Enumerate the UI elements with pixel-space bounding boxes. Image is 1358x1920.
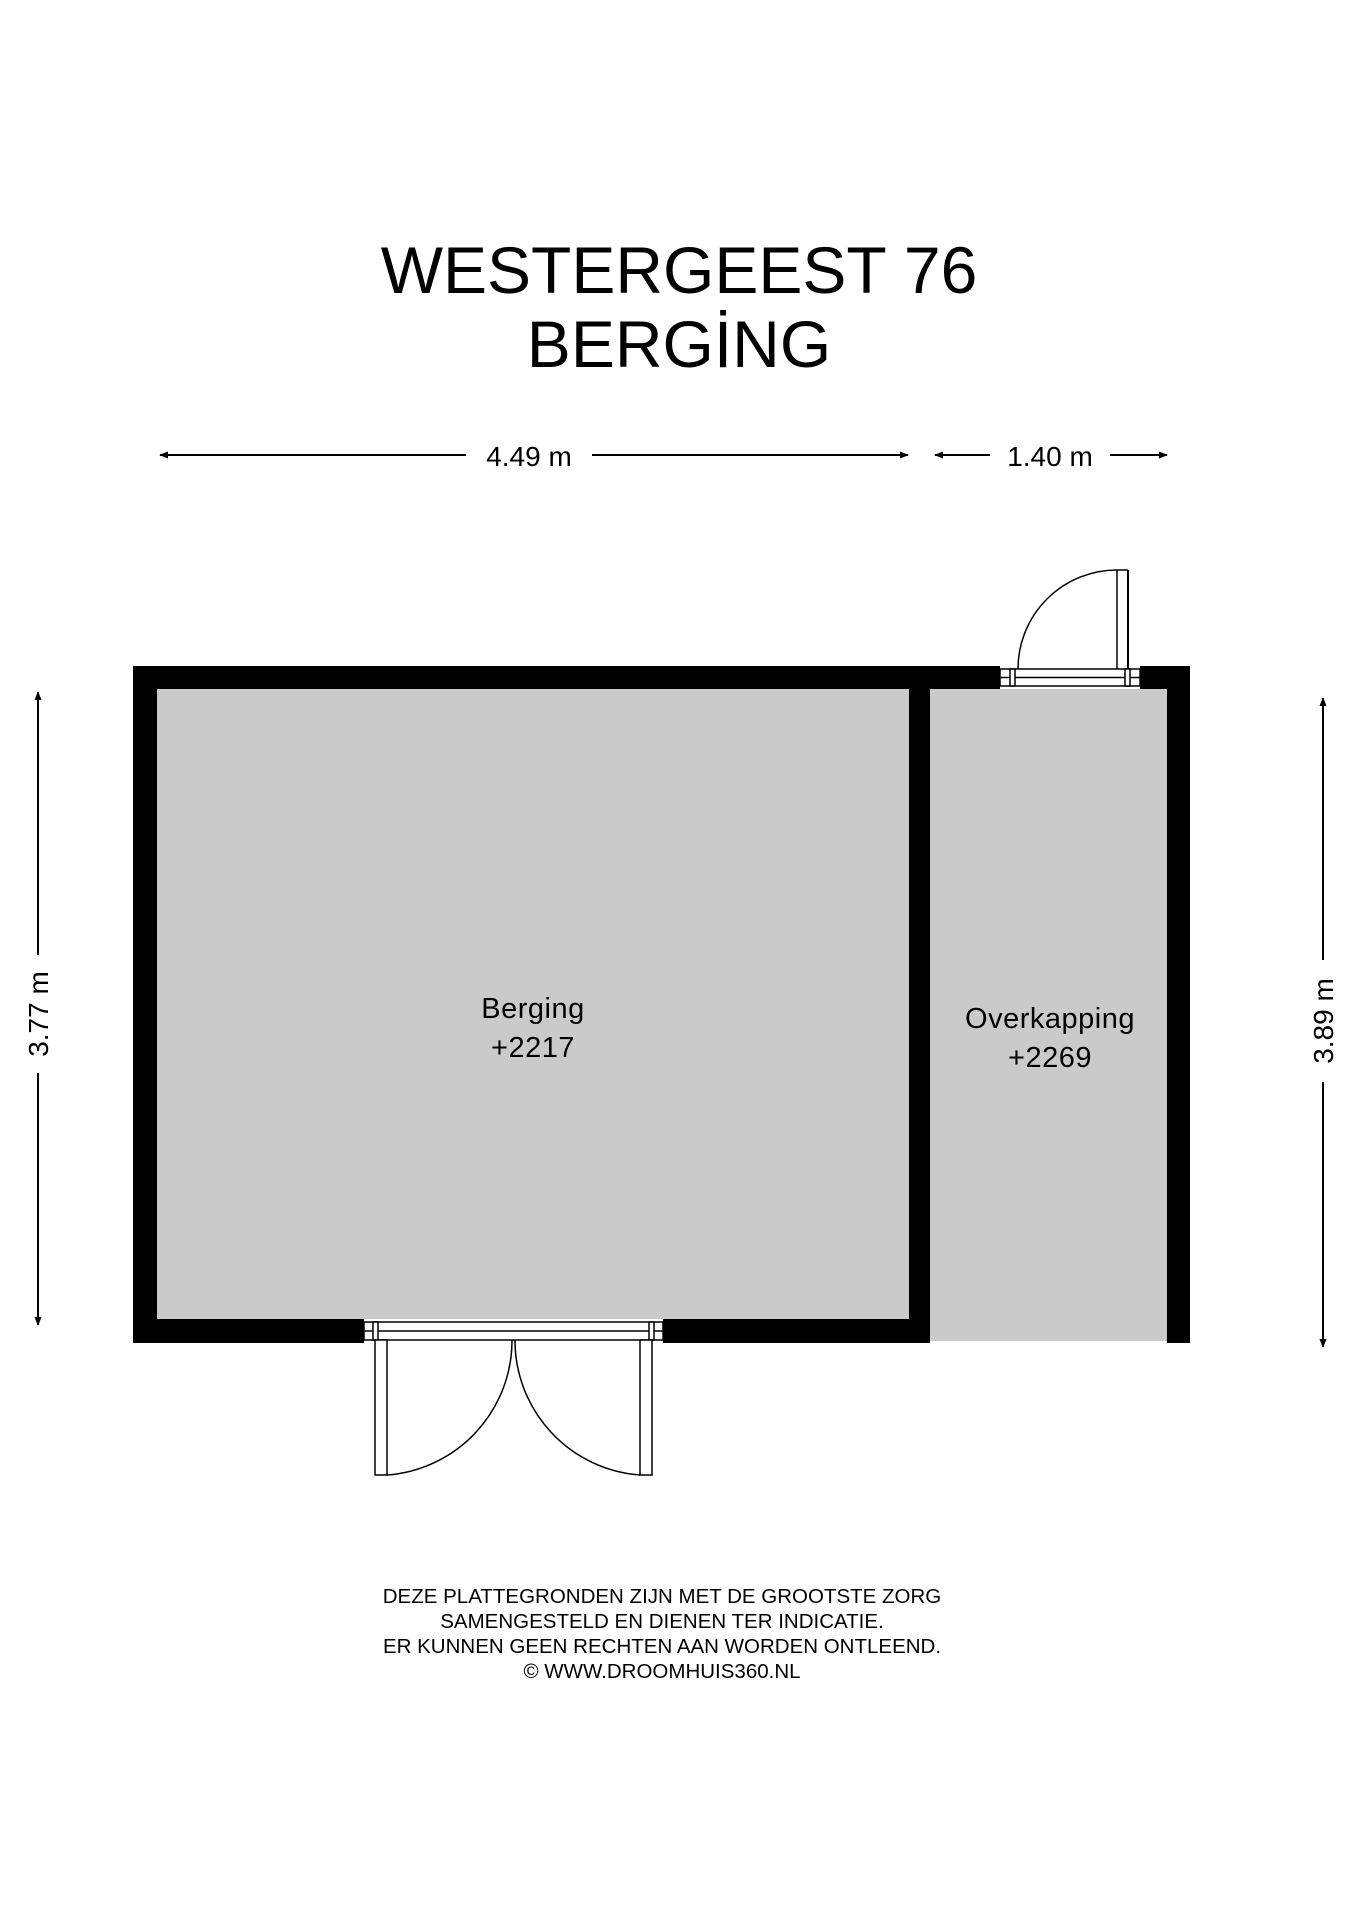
plan-title: WESTERGEEST 76 [380, 233, 978, 307]
dimension-label-right: 3.89 m [1308, 978, 1339, 1064]
plan-subtitle: BERGİNG [526, 307, 832, 381]
dimension-label-top-left: 4.49 m [486, 441, 572, 472]
disclaimer-line-3: ER KUNNEN GEEN RECHTEN AAN WORDEN ONTLEEND. [382, 1635, 942, 1658]
disclaimer-line-1: DEZE PLATTEGRONDEN ZIJN MET DE GROOTSTE ZORG [382, 1585, 942, 1608]
door-bottom [364, 1322, 663, 1475]
room-name-overkapping: Overkapping [965, 1003, 1135, 1035]
dimension-right [1308, 698, 1339, 1347]
dimension-label-top-right: 1.40 m [1007, 441, 1093, 472]
dimension-top-left [160, 441, 908, 472]
dimension-left [23, 692, 54, 1325]
copyright-line: © WWW.DROOMHUIS360.NL [523, 1660, 801, 1683]
door-top [1000, 570, 1140, 686]
dimension-top-right [935, 441, 1167, 472]
room-name-berging: Berging [481, 993, 585, 1025]
dimension-label-left: 3.77 m [23, 971, 54, 1057]
disclaimer-line-2: SAMENGESTELD EN DIENEN TER INDICATIE. [440, 1610, 884, 1633]
room-level-overkapping: +2269 [1008, 1042, 1092, 1074]
room-level-berging: +2217 [491, 1032, 575, 1064]
